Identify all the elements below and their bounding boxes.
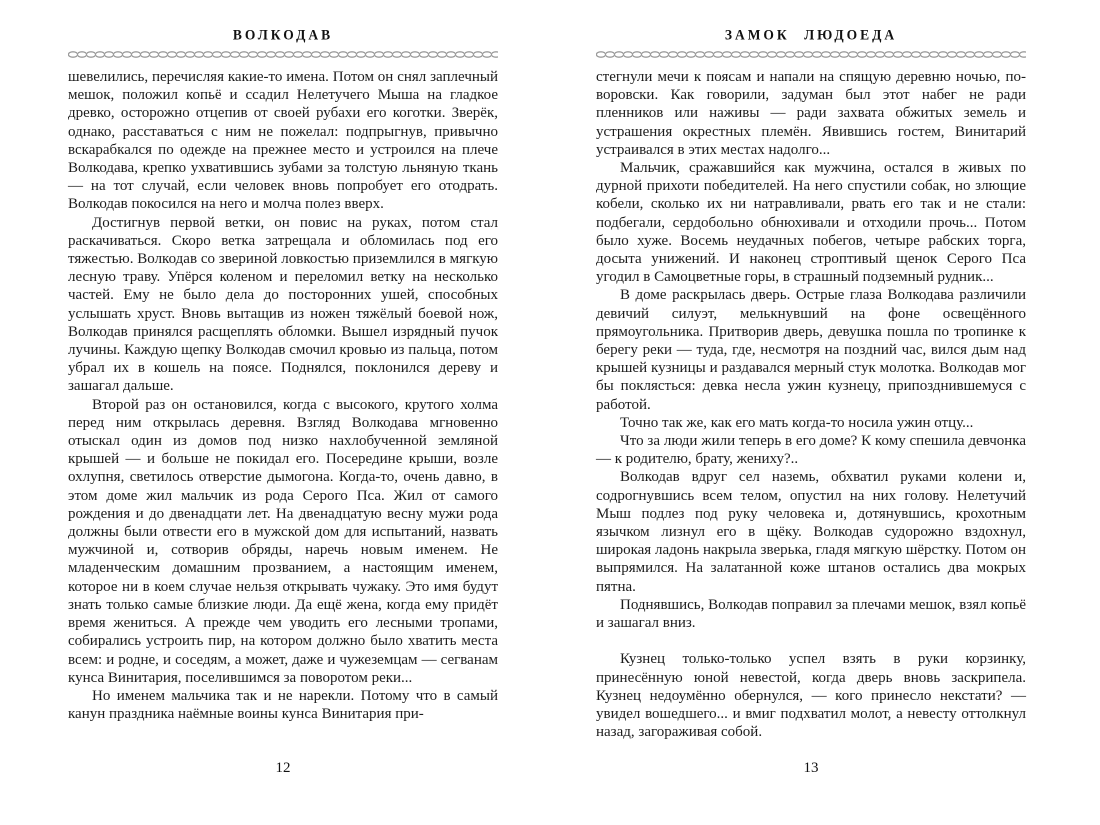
page-text-left (68, 68, 498, 723)
paragraph: шевелились, перечисляя какие-то имена. Потом он снял заплечный мешок, положил копьё и ссадил Нелетучего Мыша на гладкое древко, осторожно отцепив от своей рубахи его коготки. Зверёк, однако, расставаться с ним не пожелал: подпрыгнув, привычно вскарабкался по одежде на прежнее место и устроился на плече Волкодава, крепко ухватившись зубами за толстую льняную ткань — на тот случай, если человек вновь попробует его отодрать. Волкодав покосился на него и молча полез вверх. (68, 69, 498, 213)
page-text-right (596, 68, 1026, 742)
page-number-left: 12 (275, 760, 291, 776)
paragraph: Но именем мальчика так и не нарекли. Потому что в самый канун праздника наёмные воины кунса Винитария при- (68, 687, 498, 723)
page-number-right: 13 (803, 760, 819, 776)
page-left (68, 0, 498, 825)
paragraph: Второй раз он остановился, когда с высокого, крутого холма перед ним открылась деревня. Взгляд Волкодава мгновенно отыскал один из домов под низко нахлобученной земляной крышей — и больше не покидал его. Посередине крыши, возле охлупня, светилось отверстие дымогона. Когда-то, очень давно, в этом доме жил мальчик из рода Серого Пса. Жил от самого рождения и до двенадцати лет. На двенадцатую весну мужи рода должны были отвести его в мужской дом для испытаний, назвать мужчиной и, сотворив обряды, наречь новым именем. Не младенческим домашним прозванием, а настоящим именем, которое ни в коем случае нельзя открывать чужаку. Это имя будут знать только самые близкие люди. Да ещё жена, когда ему придёт время жениться. А прежде чем уводить его лесными тропами, собирались устроить пир, на котором должно было хватить места всем: и родне, и соседям, а может, даже и чужеземцам — сегванам кунса Винитария, поселившимся за поворотом реки... (68, 396, 498, 686)
paragraph: стегнули мечи к поясам и напали на спящую деревню ночью, по-воровски. Как говорили, задуман был этот набег не ради пленников или наживы — ради захвата обжитых земель и устрашения окрестных племён. Явившись гостем, Винитарий устраивался в этих местах надолго... (596, 69, 1026, 158)
chain-ornament-right (596, 50, 1026, 59)
paragraph: В доме раскрылась дверь. Острые глаза Волкодава различили девичий силуэт, мелькнувший на фоне освещённого прямоугольника. Притворив дверь, девушка пошла по тропинке к берегу реки — туда, где, несмотря на поздний час, вился дым над крышей кузницы и раздавался мерный стук молотка. Волкодав мог бы поклясться: девка несла ужин кузнецу, припозднившемуся с работой. (596, 287, 1026, 413)
running-header-right: ЗАМОК ЛЮДОЕДА (724, 26, 898, 43)
paragraph: Волкодав вдруг сел наземь, обхватил руками колени и, содрогнувшись всем телом, опустил на них голову. Нелетучий Мыш подлез под руку человека и, дотянувшись, крохотным язычком лизнул его в щёку. Волкодав судорожно вздохнул, широкая ладонь накрыла зверька, гладя мягкую шёрстку. Потом он выпрямился. На залатанной коже штанов остались два мокрых пятна. (596, 469, 1026, 595)
chain-ornament-left (68, 50, 498, 59)
paragraph: Точно так же, как его мать когда-то носила ужин отцу... (620, 414, 974, 431)
paragraph: Поднявшись, Волкодав поправил за плечами мешок, взял копьё и зашагал вниз. (596, 596, 1026, 632)
paragraph: Мальчик, сражавшийся как мужчина, остался в живых по дурной прихоти победителей. На него спустили собак, но злющие кобели, сколько их ни натравливали, рвать его так и не стали: подбегали, сердобольно обнюхивали и отходили прочь... Потом было хуже. Восемь неудачных побегов, четыре рабских торга, досыта унижений. И наконец строптивый щенок Серого Пса угодил в Самоцветные горы, в страшный подземный рудник... (596, 160, 1026, 286)
paragraph: Что за люди жили теперь в его доме? К кому спешила девчонка — к родителю, брату, жениху?.. (596, 433, 1026, 468)
page-right (596, 0, 1026, 825)
paragraph: Кузнец только-только успел взять в руки корзинку, принесённую юной невестой, когда дверь вновь заскрипела. Кузнец недоумённо обернулся, — кого принесло некстати? — увидел вошедшего... и вмиг подхватил молот, а невесту оттолкнул назад, загораживая собой. (596, 651, 1026, 741)
running-header-left: ВОЛКОДАВ (232, 26, 334, 43)
paragraph: Достигнув первой ветки, он повис на руках, потом стал раскачиваться. Скоро ветка затрещала и обломилась под его тяжестью. Волкодав со звериной ловкостью приземлился в мягкую лесную траву. Упёрся коленом и переломил ветку на несколько частей. Ему не было дела до посторонних ушей, способных услышать хруст. Вновь вытащив из ножен тяжёлый боевой нож, Волкодав принялся расщеплять обломки. Вышел изрядный пучок лучины. Каждую щепку Волкодав смочил кровью из пальца, потом убрал их в кошель на поясе. Поднялся, поклонился дереву и зашагал дальше. (68, 214, 498, 395)
